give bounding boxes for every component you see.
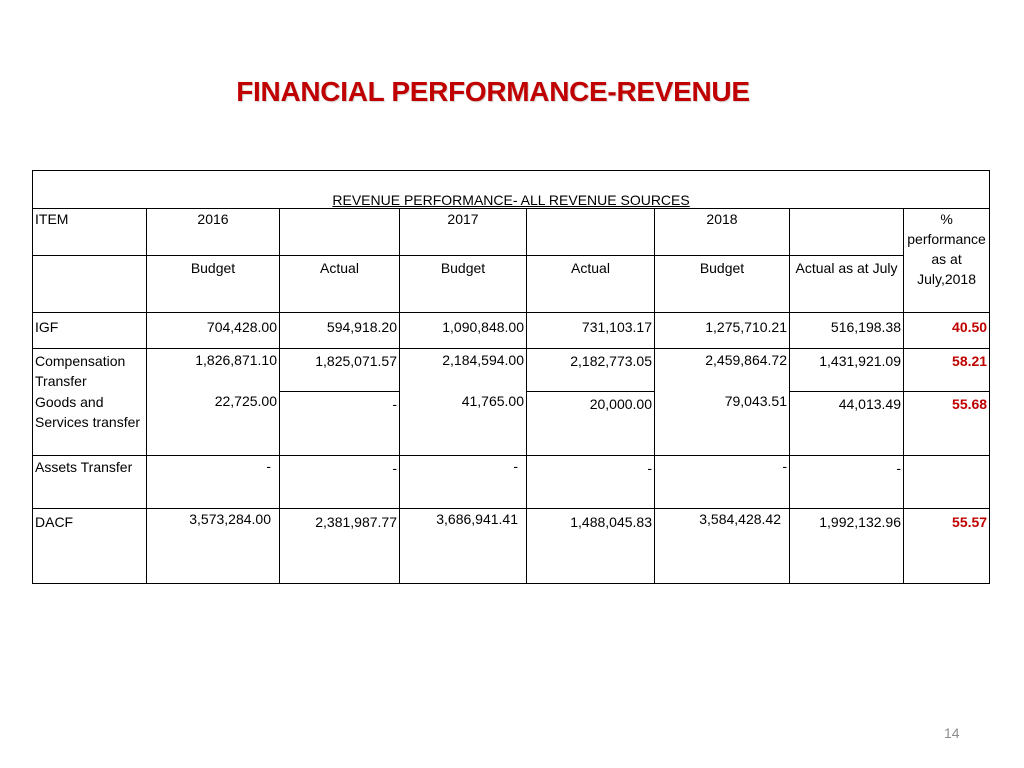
value-cell: -	[147, 455, 280, 508]
table-banner: REVENUE PERFORMANCE- ALL REVENUE SOURCES	[33, 171, 990, 209]
value-cell: 1,431,921.09	[790, 349, 904, 392]
performance-header: % performance as at July,2018	[904, 209, 990, 313]
page-number: 14	[944, 725, 960, 741]
value-cell: 731,103.17	[527, 313, 655, 349]
value-cell: 41,765.00	[400, 391, 527, 455]
actual-2017-header: Actual	[527, 256, 655, 313]
value-cell: -	[790, 455, 904, 508]
value-cell: 1,992,132.96	[790, 508, 904, 583]
value-cell: -	[527, 455, 655, 508]
value-cell: 2,184,594.00	[400, 349, 527, 392]
value-cell: 3,686,941.41	[400, 508, 527, 583]
value-cell: 2,381,987.77	[280, 508, 400, 583]
budget-2016-header: Budget	[147, 256, 280, 313]
budget-2018-header: Budget	[655, 256, 790, 313]
table-row	[33, 455, 990, 508]
value-cell: 1,825,071.57	[280, 349, 400, 392]
performance-value: 55.68	[904, 391, 990, 455]
actual-2018-header: Actual as at July	[790, 256, 904, 313]
row-label: IGF	[33, 313, 147, 349]
row-label: DACF	[33, 508, 147, 583]
value-cell: 3,584,428.42	[655, 508, 790, 583]
performance-value: 40.50	[904, 313, 990, 349]
table-row	[33, 508, 990, 583]
item-header: ITEM	[33, 209, 147, 256]
revenue-performance-table	[32, 170, 990, 584]
value-cell: -	[280, 455, 400, 508]
value-cell: 516,198.38	[790, 313, 904, 349]
year-2016-header: 2016	[147, 209, 280, 256]
value-cell: 79,043.51	[655, 391, 790, 455]
row-label: Assets Transfer	[33, 455, 147, 508]
actual-2016-header: Actual	[280, 256, 400, 313]
row-label: Compensation Transfer	[33, 349, 147, 392]
table-row	[33, 313, 990, 349]
value-cell: 2,459,864.72	[655, 349, 790, 392]
table-row	[33, 349, 990, 392]
performance-value: 58.21	[904, 349, 990, 392]
row-label: Goods and Services transfer	[33, 391, 147, 455]
value-cell: -	[400, 455, 527, 508]
value-cell: 1,826,871.10	[147, 349, 280, 392]
budget-2017-header: Budget	[400, 256, 527, 313]
column-header-row	[33, 256, 990, 313]
value-cell: 594,918.20	[280, 313, 400, 349]
performance-value: 55.57	[904, 508, 990, 583]
value-cell: 704,428.00	[147, 313, 280, 349]
value-cell: 22,725.00	[147, 391, 280, 455]
performance-value	[904, 455, 990, 508]
value-cell: 1,488,045.83	[527, 508, 655, 583]
year-2018-header: 2018	[655, 209, 790, 256]
value-cell: -	[280, 391, 400, 455]
value-cell: 1,275,710.21	[655, 313, 790, 349]
banner-row	[33, 171, 990, 209]
value-cell: 3,573,284.00	[147, 508, 280, 583]
value-cell: 44,013.49	[790, 391, 904, 455]
year-2017-header: 2017	[400, 209, 527, 256]
slide-title: FINANCIAL PERFORMANCE-REVENUE	[236, 76, 750, 107]
value-cell: -	[655, 455, 790, 508]
value-cell: 20,000.00	[527, 391, 655, 455]
value-cell: 1,090,848.00	[400, 313, 527, 349]
table-row	[33, 391, 990, 455]
year-header-row	[33, 209, 990, 256]
value-cell: 2,182,773.05	[527, 349, 655, 392]
